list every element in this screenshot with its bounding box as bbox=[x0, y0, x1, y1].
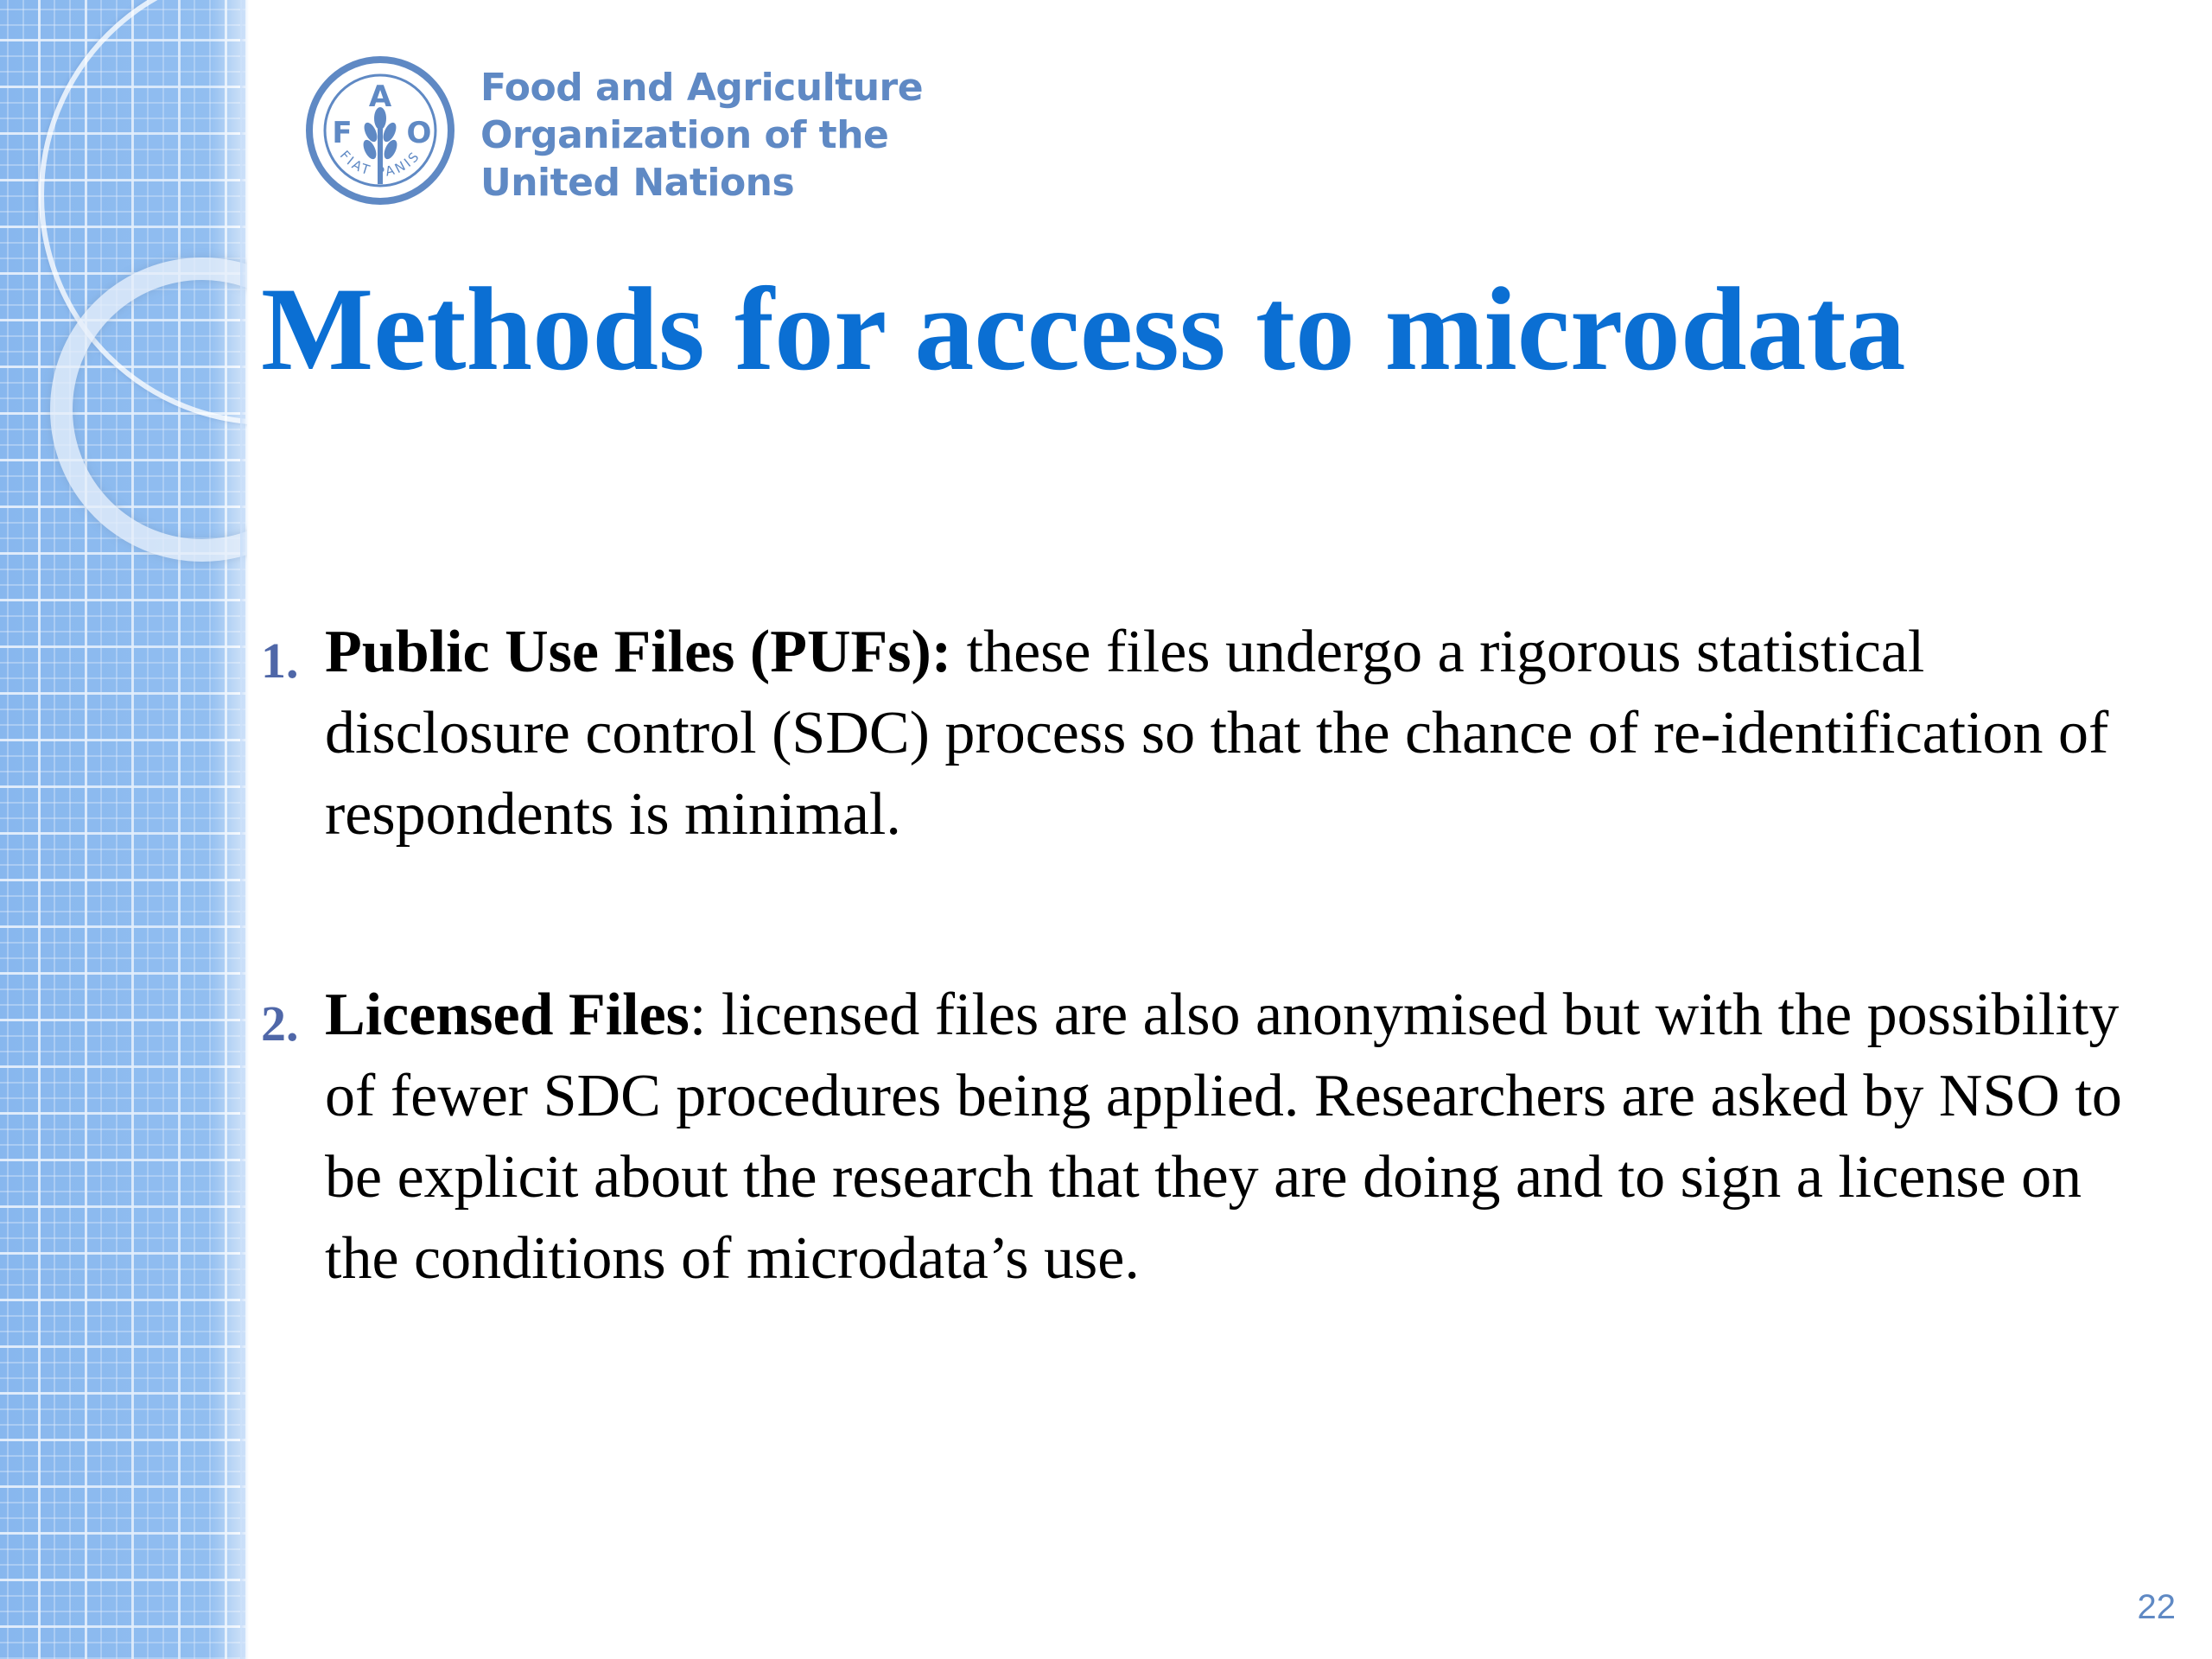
org-name-line-2: Organization of the bbox=[480, 113, 889, 157]
decorative-band-edge bbox=[240, 0, 249, 1659]
list-item-text bbox=[325, 975, 2148, 1300]
list-item-number: 1. bbox=[261, 632, 299, 689]
list-item-number: 2. bbox=[261, 995, 299, 1052]
org-name-line-1: Food and Agriculture bbox=[480, 66, 924, 110]
decorative-rings bbox=[0, 0, 247, 1659]
list-item-term: Licensed Files bbox=[325, 982, 690, 1048]
emblem-letter-a: A bbox=[368, 79, 392, 114]
organization-name bbox=[480, 64, 923, 207]
fao-logo bbox=[306, 54, 928, 218]
list-item-description: : licensed files are also anonymised but with the possibility of fewer SDC procedures being applied. Researchers are asked by NSO to be explicit about the research that they are doing and to sign a license on the conditions of microdata’s use. bbox=[325, 982, 2122, 1292]
page-number: 22 bbox=[2137, 1588, 2176, 1626]
emblem-letter-o: O bbox=[406, 116, 432, 150]
fao-emblem-icon bbox=[306, 56, 454, 205]
slide-title: Methods for access to microdata bbox=[261, 263, 1906, 395]
emblem-motto: FIAT PANIS bbox=[336, 147, 424, 181]
list-item-description: these files undergo a rigorous statistical disclosure control (SDC) process so that the chance of re-identification of respondents is minimal. bbox=[325, 619, 2109, 848]
emblem-letter-f: F bbox=[332, 116, 353, 150]
list-item-term: Public Use Files (PUFs): bbox=[325, 619, 952, 685]
list-item-text bbox=[325, 612, 2148, 855]
org-name-line-3: United Nations bbox=[480, 161, 795, 205]
